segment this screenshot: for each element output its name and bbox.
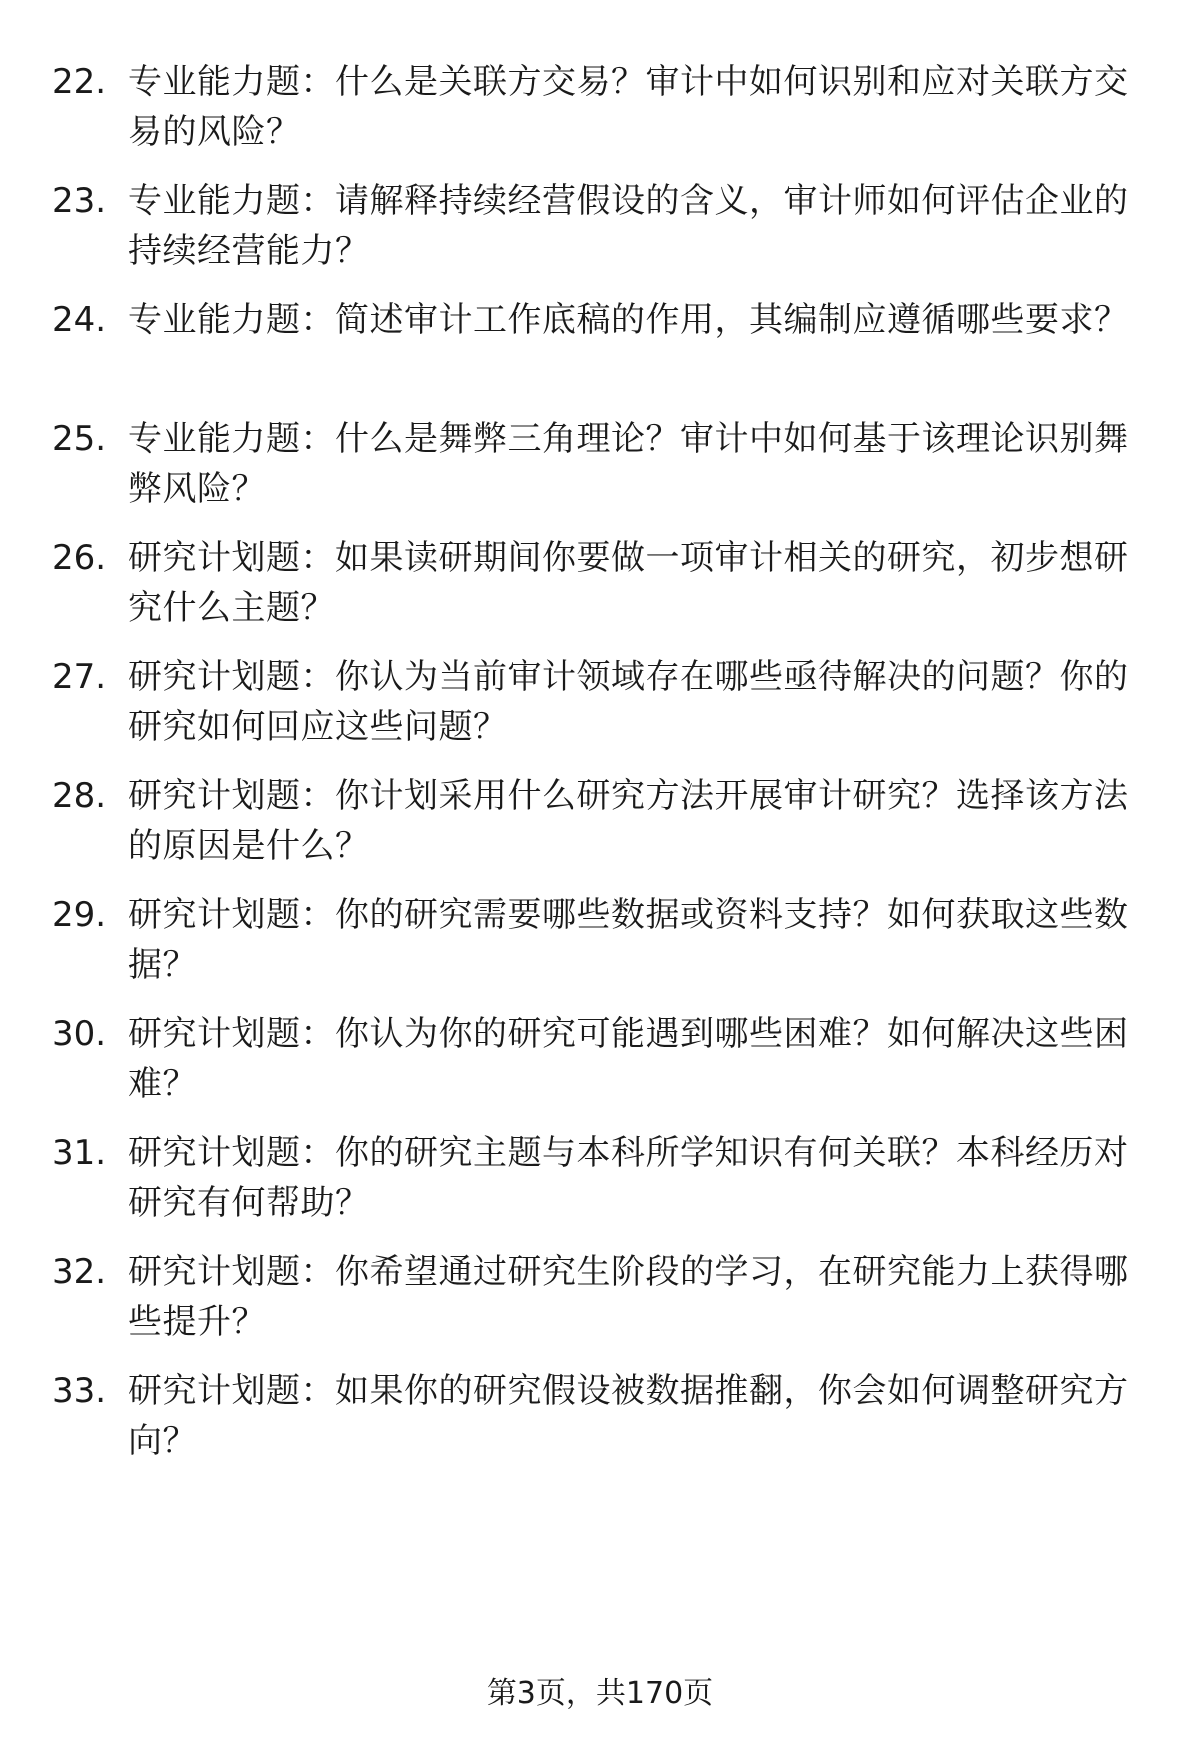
- question-text: 研究计划题：你认为当前审计领域存在哪些亟待解决的问题？你的研究如何回应这些问题？: [128, 657, 1129, 747]
- list-item: [0, 414, 1200, 534]
- list-item: [0, 1009, 1200, 1129]
- question-text: 专业能力题：什么是舞弊三角理论？审计中如何基于该理论识别舞弊风险？: [128, 419, 1129, 509]
- list-item: [0, 295, 1200, 415]
- question-number: 32.: [52, 1252, 107, 1292]
- question-number: 24.: [52, 300, 107, 340]
- list-item: [0, 890, 1200, 1010]
- question-number: 27.: [52, 657, 107, 697]
- question-text: 专业能力题：简述审计工作底稿的作用，其编制应遵循哪些要求？: [128, 300, 1129, 340]
- question-number: 30.: [52, 1014, 107, 1054]
- question-number: 26.: [52, 538, 107, 578]
- question-text: 研究计划题：如果读研期间你要做一项审计相关的研究，初步想研究什么主题？: [128, 538, 1129, 628]
- question-text: 研究计划题：你的研究需要哪些数据或资料支持？如何获取这些数据？: [128, 895, 1129, 985]
- question-number: 22.: [52, 62, 107, 102]
- question-number: 33.: [52, 1371, 107, 1411]
- question-text: 研究计划题：你认为你的研究可能遇到哪些困难？如何解决这些困难？: [128, 1014, 1129, 1104]
- question-text: 专业能力题：请解释持续经营假设的含义，审计师如何评估企业的持续经营能力？: [128, 181, 1129, 271]
- question-number: 28.: [52, 776, 107, 816]
- question-text: 研究计划题：你希望通过研究生阶段的学习，在研究能力上获得哪些提升？: [128, 1252, 1129, 1342]
- question-number: 25.: [52, 419, 107, 459]
- list-item: [0, 771, 1200, 891]
- list-item: [0, 1128, 1200, 1248]
- list-item: [0, 533, 1200, 653]
- list-item: [0, 1247, 1200, 1367]
- question-text: 研究计划题：你计划采用什么研究方法开展审计研究？选择该方法的原因是什么？: [128, 776, 1129, 866]
- question-text: 研究计划题：如果你的研究假设被数据推翻，你会如何调整研究方向？: [128, 1371, 1129, 1461]
- question-text: 研究计划题：你的研究主题与本科所学知识有何关联？本科经历对研究有何帮助？: [128, 1133, 1129, 1223]
- page-footer: 第3页，共170页: [486, 1676, 714, 1711]
- list-item: [0, 57, 1200, 177]
- list-item: [0, 1366, 1200, 1486]
- question-number: 23.: [52, 181, 107, 221]
- question-text: 专业能力题：什么是关联方交易？审计中如何识别和应对关联方交易的风险？: [128, 62, 1129, 152]
- question-number: 29.: [52, 895, 107, 935]
- question-number: 31.: [52, 1133, 107, 1173]
- list-item: [0, 176, 1200, 296]
- list-item: [0, 652, 1200, 772]
